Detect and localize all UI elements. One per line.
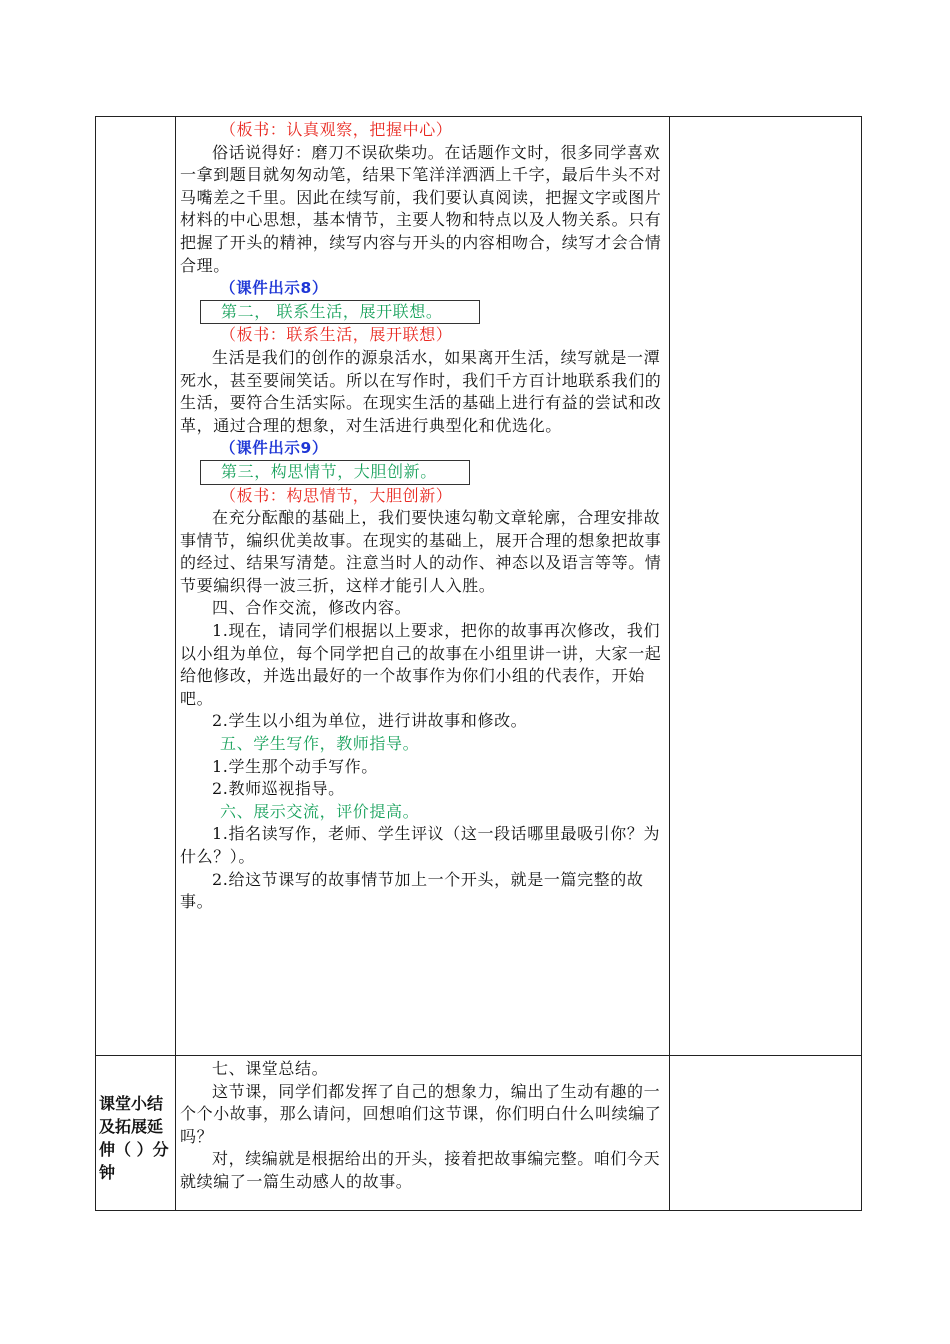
board-note: （板书：联系生活，展开联想） <box>220 325 453 345</box>
table-row <box>96 1056 862 1211</box>
slide-reference: （课件出示8） <box>220 279 328 298</box>
lesson-plan-table <box>95 116 862 1211</box>
content-cell <box>176 1056 670 1211</box>
section-label <box>96 117 175 153</box>
boxed-heading: 第三，构思情节，大胆创新。 <box>200 460 470 485</box>
paragraph: 2.教师巡视指导。 <box>212 779 345 799</box>
paragraph: 1.指名读写作，老师、学生评议（这一段话哪里最吸引你？为什么？）。 <box>180 824 661 866</box>
paragraph: 在充分酝酿的基础上，我们要快速勾勒文章轮廓，合理安排故事情节，编织优美故事。在现实的基础上，展开合理的想象把故事的经过、结果写清楚。注意当时人的动作、神态以及语言等等。情节要编织得一波三折，这样才能引人入胜。 <box>180 508 662 595</box>
section-label-cell <box>96 1056 176 1211</box>
paragraph: 生活是我们的创作的源泉活水，如果离开生活，续写就是一潭死水，甚至要闹笑话。所以在写作时，我们千方百计地联系我们的生活，要符合生活实际。在现实生活的基础上进行有益的尝试和改革，通过合理的想象，对生活进行典型化和优选化。 <box>180 347 662 435</box>
paragraph: 1.现在，请同学们根据以上要求，把你的故事再次修改，我们以小组为单位，每个同学把自己的故事在小组里讲一讲，大家一起给他修改，并选出最好的一个故事作为你们小组的代表作，开始吧。 <box>180 621 662 708</box>
section-label: 课堂小结及拓展延伸（ ）分钟 <box>99 1094 169 1182</box>
boxed-heading: 第二， 联系生活，展开联想。 <box>200 300 480 325</box>
section-heading: 五、学生写作，教师指导。 <box>220 734 420 754</box>
content-cell <box>176 117 670 1056</box>
paragraph: 1.学生那个动手写作。 <box>212 756 378 776</box>
slide-reference: （课件出示9） <box>220 439 328 458</box>
section-label-cell <box>96 117 176 1056</box>
table-row <box>96 117 862 1056</box>
notes-cell <box>670 117 862 1056</box>
board-note: （板书：认真观察，把握中心） <box>220 120 453 139</box>
board-note: （板书：构思情节，大胆创新） <box>220 485 453 505</box>
paragraph: 对，续编就是根据给出的开头，接着把故事编完整。咱们今天就续编了一篇生动感人的故事。 <box>180 1149 661 1191</box>
notes-cell <box>670 1056 862 1211</box>
paragraph: 这节课，同学们都发挥了自己的想象力，编出了生动有趣的一个个小故事，那么请问，回想咱们这节课，你们明白什么叫续编了吗？ <box>180 1081 662 1146</box>
paragraph: 2.学生以小组为单位，进行讲故事和修改。 <box>212 711 528 731</box>
section-heading: 六、展示交流，评价提高。 <box>220 801 420 821</box>
paragraph: 2.给这节课写的故事情节加上一个开头，就是一篇完整的故事。 <box>180 869 644 912</box>
section-heading: 七、课堂总结。 <box>212 1059 329 1078</box>
section-heading: 四、合作交流，修改内容。 <box>212 598 412 618</box>
paragraph: 俗话说得好：磨刀不误砍柴功。在话题作文时，很多同学喜欢一拿到题目就匆匆动笔，结果下笔洋洋洒洒上千字，最后牛头不对马嘴差之千里。因此在续写前，我们要认真阅读，把握文字或图片材料的中心思想，基本情节，主要人物和特点以及人物关系。只有把握了开头的精神，续写内容与开头的内容相吻合，续写才会合情合理。 <box>180 142 662 275</box>
